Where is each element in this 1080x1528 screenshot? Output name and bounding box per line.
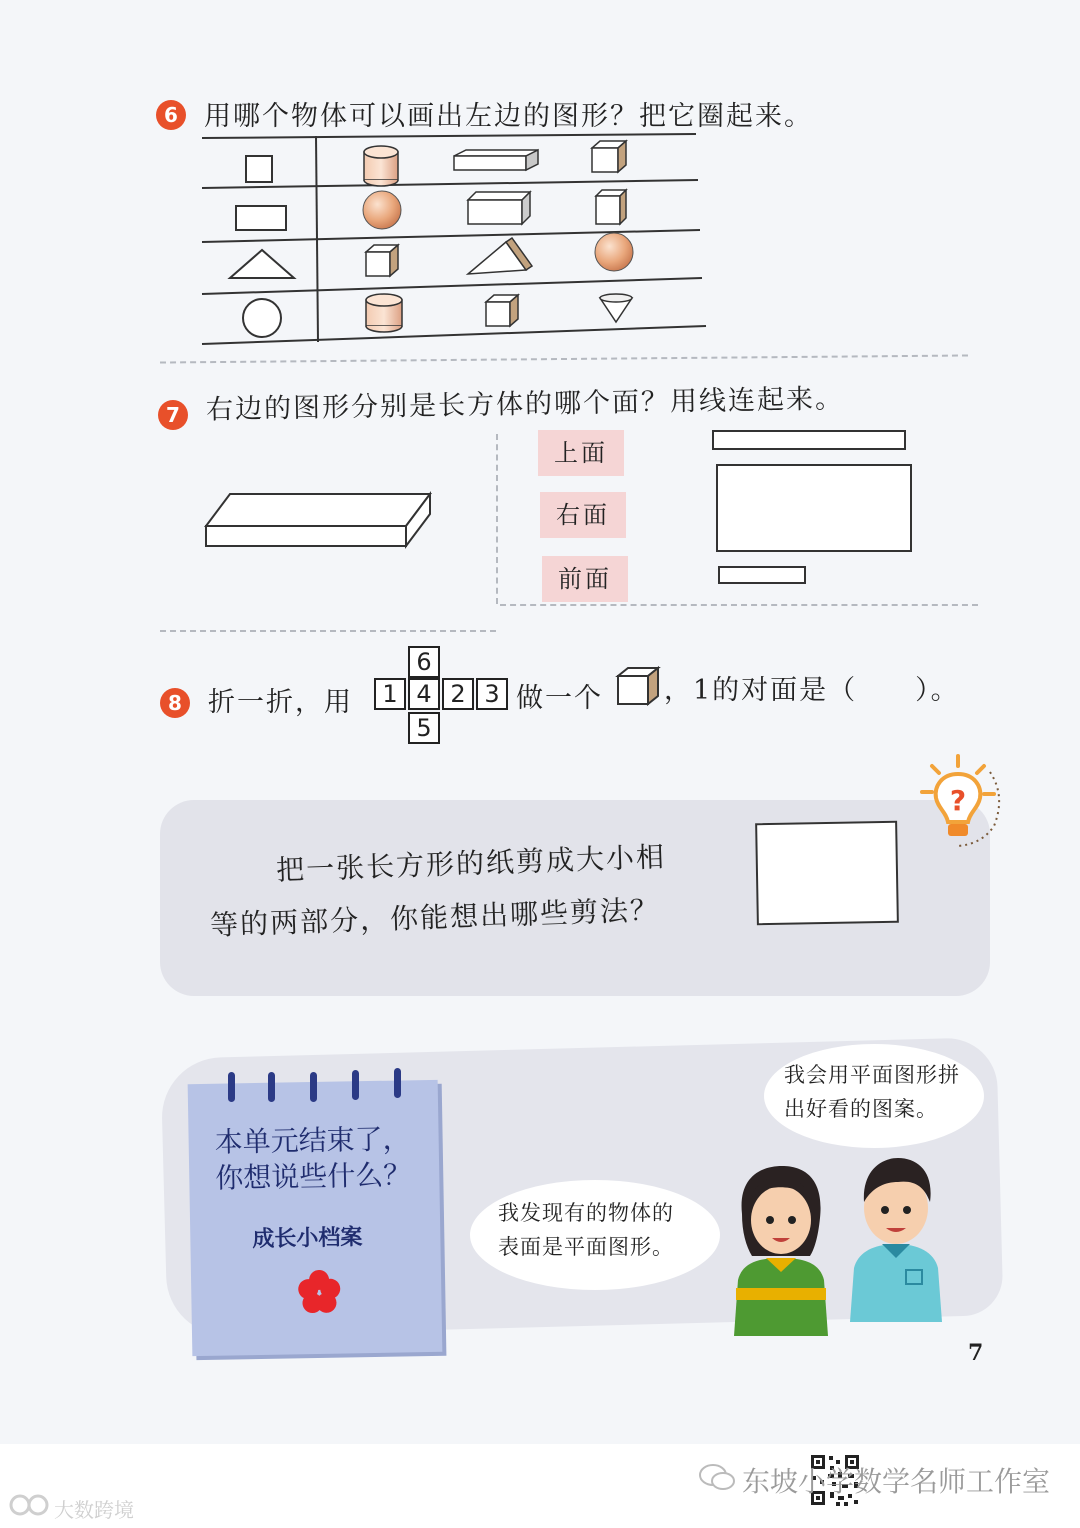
cube-icon (614, 664, 662, 706)
watermark-logo-icon (8, 1490, 52, 1520)
question-7-text: 右边的图形分别是长方体的哪个面？用线连起来。 (205, 383, 845, 426)
label-right-face[interactable]: 右面 (540, 492, 626, 538)
girl-speech-bubble (470, 1180, 720, 1290)
label-front-face[interactable]: 前面 (542, 556, 628, 602)
question-6-text: 用哪个物体可以画出左边的图形？把它圈起来。 (204, 101, 813, 132)
lightbulb-question-icon (918, 752, 1008, 852)
question-8-badge: 8 (160, 688, 190, 718)
left-watermark: 大数跨境 (54, 1498, 134, 1522)
notepad-subtitle: 成长小档案 (252, 1225, 363, 1253)
page-number: 7 (968, 1340, 984, 1366)
face-large-rectangle[interactable] (716, 464, 912, 552)
sphere-icon (595, 233, 633, 271)
question-8-text-middle: 做一个 (516, 683, 603, 714)
question-8-text-after: ，1的对面是（ ）。 (664, 675, 960, 706)
girl-speech-line1: 我发现有的物体的 (498, 1201, 674, 1225)
q6-shape-table (196, 126, 716, 356)
boy-speech-bubble (764, 1044, 984, 1148)
circle-shape (243, 299, 281, 337)
net-cell: 6 (408, 646, 440, 678)
cylinder-icon (366, 294, 402, 332)
face-small-rectangle[interactable] (718, 566, 806, 584)
cone-icon (600, 294, 632, 322)
vertical-divider (496, 434, 498, 604)
long-cuboid-icon (454, 150, 538, 170)
question-8-text-before: 折一折，用 (208, 687, 353, 718)
girl-character (726, 1160, 836, 1336)
growth-notepad (188, 1080, 443, 1356)
girl-speech-line2: 表面是平面图形。 (498, 1235, 674, 1259)
face-thin-rectangle[interactable] (712, 430, 906, 450)
boy-speech-line1: 我会用平面图形拼 (784, 1063, 960, 1087)
wechat-icon (698, 1462, 736, 1494)
tall-cuboid-icon (596, 190, 626, 224)
notepad-title-line2: 你想说些什么？ (215, 1158, 412, 1195)
right-watermark: 东坡小学数学名师工作室 (742, 1465, 1051, 1498)
cube-icon (486, 295, 518, 326)
think-text-line2: 等的两部分，你能想出哪些剪法？ (209, 893, 661, 942)
question-6-badge: 6 (156, 100, 186, 130)
flat-cuboid-figure (200, 488, 440, 552)
triangular-prism-icon (468, 238, 532, 274)
think-text-line1: 把一张长方形的纸剪成大小相 (275, 840, 667, 887)
notepad-title-line1: 本单元结束了， (214, 1122, 411, 1159)
paper-rectangle[interactable] (755, 821, 899, 925)
net-cell: 2 (442, 678, 474, 710)
net-cell: 3 (476, 678, 508, 710)
net-cell: 1 (374, 678, 406, 710)
label-top-face[interactable]: 上面 (538, 430, 624, 476)
divider (500, 604, 978, 606)
flower-icon (295, 1268, 344, 1317)
question-7-badge: 7 (158, 400, 188, 430)
net-cell: 4 (408, 678, 440, 710)
divider (160, 630, 496, 632)
boy-speech-line2: 出好看的图案。 (784, 1097, 938, 1121)
cuboid-icon (468, 192, 530, 224)
cube-icon (592, 141, 626, 172)
rectangle-shape (236, 206, 286, 230)
triangle-shape (230, 250, 294, 278)
sphere-icon (363, 191, 401, 229)
boy-character (844, 1152, 948, 1322)
svg-text:?: ? (949, 784, 967, 817)
net-cell: 5 (408, 712, 440, 744)
square-shape (246, 156, 272, 182)
cylinder-icon (364, 146, 398, 186)
cube-icon (366, 245, 398, 276)
